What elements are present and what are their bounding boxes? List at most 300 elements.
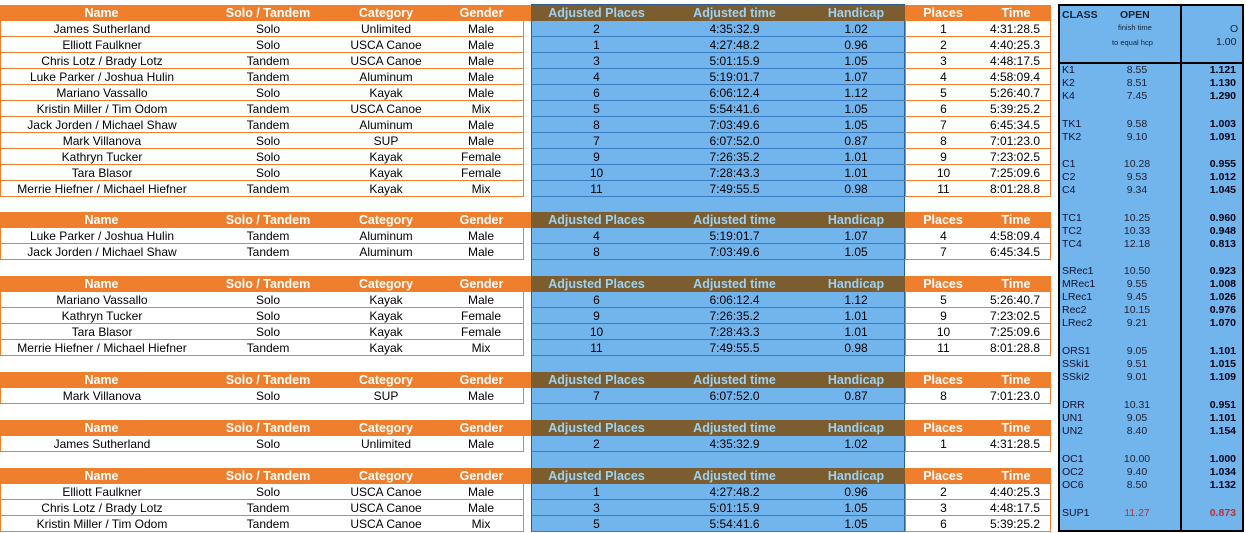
equal-hcp-label: to equal hcp bbox=[1112, 38, 1153, 47]
class-code: LRec2 bbox=[1062, 317, 1093, 329]
places-header: Places bbox=[905, 276, 981, 292]
adjusted-time-cell: 7:03:49.6 bbox=[662, 244, 807, 260]
gender-cell: Male bbox=[439, 500, 524, 516]
category-header: Category bbox=[333, 276, 439, 292]
category-cell: Kayak bbox=[333, 324, 439, 340]
class-row bbox=[1060, 345, 1242, 358]
table-row bbox=[0, 165, 1058, 181]
solo-tandem-cell: Tandem bbox=[203, 117, 333, 133]
gender-cell: Male bbox=[439, 85, 524, 101]
class-code: C2 bbox=[1062, 171, 1076, 183]
time-header: Time bbox=[981, 5, 1051, 21]
solo-tandem-cell: Solo bbox=[203, 292, 333, 308]
open-finish-time: 9.53 bbox=[1126, 171, 1148, 183]
time-cell: 7:01:23.0 bbox=[981, 388, 1051, 404]
gender-cell: Female bbox=[439, 165, 524, 181]
adjusted-place-cell: 8 bbox=[531, 244, 662, 260]
place-cell: 7 bbox=[905, 244, 981, 260]
class-row bbox=[1060, 358, 1242, 371]
open-finish-time: 9.34 bbox=[1126, 184, 1148, 196]
gender-cell: Male bbox=[439, 292, 524, 308]
class-code: UN2 bbox=[1062, 425, 1084, 437]
category-cell: USCA Canoe bbox=[333, 516, 439, 532]
table-row bbox=[0, 244, 1058, 260]
name-cell: Luke Parker / Joshua Hulin bbox=[0, 228, 203, 244]
open-header: OPEN bbox=[1120, 9, 1150, 21]
class-row bbox=[1060, 304, 1242, 317]
time-cell: 4:40:25.3 bbox=[981, 484, 1051, 500]
handicap-cell: 1.05 bbox=[807, 500, 905, 516]
name-cell: Elliott Faulkner bbox=[0, 484, 203, 500]
adjusted-place-cell: 5 bbox=[531, 516, 662, 532]
adjusted-place-cell: 1 bbox=[531, 37, 662, 53]
adjusted-place-cell: 11 bbox=[531, 181, 662, 197]
place-cell: 3 bbox=[905, 500, 981, 516]
table-row bbox=[0, 181, 1058, 197]
time-header: Time bbox=[981, 468, 1051, 484]
name-cell: Jack Jorden / Michael Shaw bbox=[0, 117, 203, 133]
handicap-cell: 1.01 bbox=[807, 149, 905, 165]
class-row bbox=[1060, 278, 1242, 291]
name-cell: Jack Jorden / Michael Shaw bbox=[0, 244, 203, 260]
adjusted-place-cell: 10 bbox=[531, 324, 662, 340]
handicap-cell: 1.02 bbox=[807, 21, 905, 37]
adjusted-places-header: Adjusted Places bbox=[531, 276, 662, 292]
time-cell: 7:23:02.5 bbox=[981, 308, 1051, 324]
handicap-header: Handicap bbox=[807, 468, 905, 484]
handicap-value: 0.873 bbox=[1209, 507, 1236, 519]
place-cell: 11 bbox=[905, 340, 981, 356]
category-cell: SUP bbox=[333, 133, 439, 149]
handicap-cell: 1.05 bbox=[807, 117, 905, 133]
time-cell: 7:25:09.6 bbox=[981, 165, 1051, 181]
name-header: Name bbox=[0, 212, 203, 228]
gender-header: Gender bbox=[439, 5, 524, 21]
class-row bbox=[1060, 466, 1242, 479]
handicap-cell: 0.96 bbox=[807, 37, 905, 53]
time-cell: 4:48:17.5 bbox=[981, 53, 1051, 69]
category-header: Category bbox=[333, 420, 439, 436]
open-finish-time: 10.28 bbox=[1123, 158, 1151, 170]
handicap-value: 0.976 bbox=[1209, 304, 1236, 316]
solo-tandem-header: Solo / Tandem bbox=[203, 276, 333, 292]
table-row bbox=[0, 69, 1058, 85]
class-code: SSki2 bbox=[1062, 371, 1090, 383]
open-finish-time: 10.15 bbox=[1123, 304, 1151, 316]
adjusted-place-cell: 2 bbox=[531, 436, 662, 452]
place-cell: 1 bbox=[905, 21, 981, 37]
category-cell: Aluminum bbox=[333, 117, 439, 133]
handicap-value: 0.955 bbox=[1209, 158, 1236, 170]
adjusted-time-cell: 5:54:41.6 bbox=[662, 101, 807, 117]
solo-tandem-cell: Solo bbox=[203, 388, 333, 404]
open-finish-time: 9.05 bbox=[1126, 345, 1148, 357]
table-row bbox=[0, 436, 1058, 452]
adjusted-time-cell: 7:26:35.2 bbox=[662, 149, 807, 165]
class-code: Rec2 bbox=[1062, 304, 1087, 316]
solo-tandem-cell: Tandem bbox=[203, 69, 333, 85]
gender-header: Gender bbox=[439, 468, 524, 484]
category-header: Category bbox=[333, 372, 439, 388]
adjusted-time-cell: 6:06:12.4 bbox=[662, 85, 807, 101]
table-row bbox=[0, 101, 1058, 117]
handicap-header: Handicap bbox=[807, 212, 905, 228]
class-code: K2 bbox=[1062, 77, 1075, 89]
gender-cell: Male bbox=[439, 69, 524, 85]
solo-tandem-cell: Tandem bbox=[203, 500, 333, 516]
class-row bbox=[1060, 118, 1242, 131]
table-row bbox=[0, 149, 1058, 165]
adjusted-time-cell: 7:28:43.3 bbox=[662, 165, 807, 181]
open-finish-time: 9.58 bbox=[1126, 118, 1148, 130]
time-header: Time bbox=[981, 276, 1051, 292]
adjusted-place-cell: 6 bbox=[531, 292, 662, 308]
adjusted-time-cell: 6:07:52.0 bbox=[662, 133, 807, 149]
gender-cell: Male bbox=[439, 53, 524, 69]
handicap-value: 1.101 bbox=[1209, 345, 1236, 357]
places-header: Places bbox=[905, 372, 981, 388]
handicap-value: 1.130 bbox=[1209, 77, 1236, 89]
table-row bbox=[0, 292, 1058, 308]
class-code: MRec1 bbox=[1062, 278, 1096, 290]
class-row bbox=[1060, 212, 1242, 225]
place-cell: 4 bbox=[905, 69, 981, 85]
time-cell: 7:01:23.0 bbox=[981, 133, 1051, 149]
gender-cell: Mix bbox=[439, 181, 524, 197]
adjusted-places-header: Adjusted Places bbox=[531, 420, 662, 436]
table-row bbox=[0, 308, 1058, 324]
time-header: Time bbox=[981, 420, 1051, 436]
table-row bbox=[0, 324, 1058, 340]
class-row bbox=[1060, 479, 1242, 492]
adjusted-place-cell: 1 bbox=[531, 484, 662, 500]
solo-tandem-cell: Solo bbox=[203, 484, 333, 500]
name-cell: Mark Villanova bbox=[0, 388, 203, 404]
name-cell: James Sutherland bbox=[0, 21, 203, 37]
time-cell: 7:25:09.6 bbox=[981, 324, 1051, 340]
time-cell: 4:31:28.5 bbox=[981, 436, 1051, 452]
handicap-value: 1.008 bbox=[1209, 278, 1236, 290]
category-cell: USCA Canoe bbox=[333, 53, 439, 69]
gender-header: Gender bbox=[439, 420, 524, 436]
handicap-cell: 1.05 bbox=[807, 244, 905, 260]
adjusted-place-cell: 3 bbox=[531, 53, 662, 69]
place-cell: 9 bbox=[905, 308, 981, 324]
adjusted-time-cell: 4:35:32.9 bbox=[662, 436, 807, 452]
name-cell: Kristin Miller / Tim Odom bbox=[0, 101, 203, 117]
name-cell: Tara Blasor bbox=[0, 165, 203, 181]
name-cell: Mark Villanova bbox=[0, 133, 203, 149]
solo-tandem-header: Solo / Tandem bbox=[203, 420, 333, 436]
handicap-cell: 1.12 bbox=[807, 292, 905, 308]
adjusted-time-cell: 7:49:55.5 bbox=[662, 181, 807, 197]
name-cell: Mariano Vassallo bbox=[0, 85, 203, 101]
class-row bbox=[1060, 371, 1242, 384]
category-cell: Kayak bbox=[333, 308, 439, 324]
handicap-cell: 0.87 bbox=[807, 133, 905, 149]
name-header: Name bbox=[0, 5, 203, 21]
category-cell: SUP bbox=[333, 388, 439, 404]
time-cell: 4:40:25.3 bbox=[981, 37, 1051, 53]
place-cell: 10 bbox=[905, 165, 981, 181]
name-cell: Merrie Hiefner / Michael Hiefner bbox=[0, 181, 203, 197]
adjusted-time-cell: 6:07:52.0 bbox=[662, 388, 807, 404]
category-cell: Kayak bbox=[333, 149, 439, 165]
handicap-value: 1.154 bbox=[1209, 425, 1236, 437]
handicap-value: 1.121 bbox=[1209, 64, 1236, 76]
category-cell: Kayak bbox=[333, 292, 439, 308]
category-header: Category bbox=[333, 468, 439, 484]
place-cell: 5 bbox=[905, 292, 981, 308]
adjusted-time-cell: 4:35:32.9 bbox=[662, 21, 807, 37]
time-cell: 4:58:09.4 bbox=[981, 228, 1051, 244]
handicap-cell: 1.01 bbox=[807, 308, 905, 324]
name-cell: Tara Blasor bbox=[0, 324, 203, 340]
handicap-value: 1.012 bbox=[1209, 171, 1236, 183]
time-cell: 5:39:25.2 bbox=[981, 516, 1051, 532]
header-spacer bbox=[524, 276, 531, 292]
o-value: 1.00 bbox=[1216, 36, 1237, 48]
class-code: OC1 bbox=[1062, 453, 1084, 465]
open-finish-time: 9.55 bbox=[1126, 278, 1148, 290]
class-code: TC4 bbox=[1062, 238, 1082, 250]
name-cell: Kristin Miller / Tim Odom bbox=[0, 516, 203, 532]
header-spacer bbox=[524, 5, 531, 21]
name-cell: Elliott Faulkner bbox=[0, 37, 203, 53]
adjusted-places-header: Adjusted Places bbox=[531, 372, 662, 388]
table-header-row bbox=[0, 212, 1058, 228]
table-row bbox=[0, 500, 1058, 516]
class-header: CLASS bbox=[1062, 9, 1098, 21]
adjusted-time-cell: 5:01:15.9 bbox=[662, 500, 807, 516]
open-finish-time: 10.50 bbox=[1123, 265, 1151, 277]
open-finish-time: 8.50 bbox=[1126, 479, 1148, 491]
header-spacer bbox=[524, 468, 531, 484]
handicap-value: 0.948 bbox=[1209, 225, 1236, 237]
solo-tandem-cell: Tandem bbox=[203, 228, 333, 244]
handicap-cell: 1.12 bbox=[807, 85, 905, 101]
gender-header: Gender bbox=[439, 276, 524, 292]
handicap-cell: 1.02 bbox=[807, 436, 905, 452]
time-cell: 5:26:40.7 bbox=[981, 85, 1051, 101]
handicap-value: 1.101 bbox=[1209, 412, 1236, 424]
adjusted-time-cell: 4:27:48.2 bbox=[662, 484, 807, 500]
place-cell: 10 bbox=[905, 324, 981, 340]
open-finish-time: 7.45 bbox=[1126, 90, 1148, 102]
category-cell: USCA Canoe bbox=[333, 101, 439, 117]
solo-tandem-header: Solo / Tandem bbox=[203, 468, 333, 484]
adjusted-place-cell: 8 bbox=[531, 117, 662, 133]
adjusted-time-header: Adjusted time bbox=[662, 5, 807, 21]
gender-header: Gender bbox=[439, 372, 524, 388]
adjusted-time-cell: 5:19:01.7 bbox=[662, 69, 807, 85]
solo-tandem-cell: Tandem bbox=[203, 244, 333, 260]
class-row bbox=[1060, 238, 1242, 251]
table-header-row bbox=[0, 468, 1058, 484]
adjusted-place-cell: 7 bbox=[531, 388, 662, 404]
adjusted-time-cell: 5:19:01.7 bbox=[662, 228, 807, 244]
adjusted-time-header: Adjusted time bbox=[662, 276, 807, 292]
place-cell: 8 bbox=[905, 388, 981, 404]
gender-cell: Male bbox=[439, 388, 524, 404]
open-finish-time: 9.45 bbox=[1126, 291, 1148, 303]
gender-header: Gender bbox=[439, 212, 524, 228]
table-header-row bbox=[0, 5, 1058, 21]
handicap-cell: 0.98 bbox=[807, 181, 905, 197]
class-row bbox=[1060, 425, 1242, 438]
class-code: SSki1 bbox=[1062, 358, 1090, 370]
time-cell: 8:01:28.8 bbox=[981, 181, 1051, 197]
adjusted-time-cell: 7:28:43.3 bbox=[662, 324, 807, 340]
open-finish-time: 9.01 bbox=[1126, 371, 1148, 383]
gender-cell: Male bbox=[439, 484, 524, 500]
adjusted-places-header: Adjusted Places bbox=[531, 5, 662, 21]
open-finish-time: 10.25 bbox=[1123, 212, 1151, 224]
class-code: UN1 bbox=[1062, 412, 1084, 424]
time-header: Time bbox=[981, 212, 1051, 228]
solo-tandem-cell: Tandem bbox=[203, 516, 333, 532]
class-code: TK1 bbox=[1062, 118, 1082, 130]
time-cell: 5:26:40.7 bbox=[981, 292, 1051, 308]
handicap-value: 1.003 bbox=[1209, 118, 1236, 130]
class-row bbox=[1060, 399, 1242, 412]
adjusted-time-cell: 7:26:35.2 bbox=[662, 308, 807, 324]
handicap-class-table bbox=[1058, 4, 1244, 532]
table-header-row bbox=[0, 420, 1058, 436]
handicap-cell: 1.07 bbox=[807, 69, 905, 85]
category-cell: USCA Canoe bbox=[333, 500, 439, 516]
table-row bbox=[0, 53, 1058, 69]
handicap-header: Handicap bbox=[807, 5, 905, 21]
adjusted-time-header: Adjusted time bbox=[662, 420, 807, 436]
handicap-value: 0.923 bbox=[1209, 265, 1236, 277]
table-row bbox=[0, 133, 1058, 149]
adjusted-time-cell: 7:49:55.5 bbox=[662, 340, 807, 356]
adjusted-time-cell: 4:27:48.2 bbox=[662, 37, 807, 53]
gender-cell: Male bbox=[439, 133, 524, 149]
class-code: DRR bbox=[1062, 399, 1085, 411]
open-finish-time: 10.31 bbox=[1123, 399, 1151, 411]
name-cell: Merrie Hiefner / Michael Hiefner bbox=[0, 340, 203, 356]
solo-tandem-header: Solo / Tandem bbox=[203, 372, 333, 388]
class-row bbox=[1060, 453, 1242, 466]
category-header: Category bbox=[333, 5, 439, 21]
time-cell: 7:23:02.5 bbox=[981, 149, 1051, 165]
time-cell: 6:45:34.5 bbox=[981, 244, 1051, 260]
class-code: TC1 bbox=[1062, 212, 1082, 224]
category-cell: Aluminum bbox=[333, 244, 439, 260]
category-cell: Kayak bbox=[333, 165, 439, 181]
places-header: Places bbox=[905, 468, 981, 484]
open-finish-time: 10.33 bbox=[1123, 225, 1151, 237]
solo-tandem-header: Solo / Tandem bbox=[203, 5, 333, 21]
category-cell: Unlimited bbox=[333, 436, 439, 452]
class-code: OC2 bbox=[1062, 466, 1084, 478]
adjusted-places-header: Adjusted Places bbox=[531, 212, 662, 228]
handicap-cell: 1.05 bbox=[807, 516, 905, 532]
open-finish-time: 8.55 bbox=[1126, 64, 1148, 76]
open-finish-time: 10.00 bbox=[1123, 453, 1151, 465]
open-finish-time: 12.18 bbox=[1123, 238, 1151, 250]
solo-tandem-cell: Tandem bbox=[203, 181, 333, 197]
place-cell: 5 bbox=[905, 85, 981, 101]
solo-tandem-cell: Solo bbox=[203, 21, 333, 37]
handicap-cell: 1.05 bbox=[807, 53, 905, 69]
name-cell: Mariano Vassallo bbox=[0, 292, 203, 308]
name-header: Name bbox=[0, 420, 203, 436]
handicap-header: Handicap bbox=[807, 420, 905, 436]
place-cell: 6 bbox=[905, 516, 981, 532]
class-code: LRec1 bbox=[1062, 291, 1093, 303]
class-row bbox=[1060, 317, 1242, 330]
solo-tandem-header: Solo / Tandem bbox=[203, 212, 333, 228]
solo-tandem-cell: Solo bbox=[203, 436, 333, 452]
handicap-value: 1.045 bbox=[1209, 184, 1236, 196]
solo-tandem-cell: Solo bbox=[203, 165, 333, 181]
open-finish-time: 9.51 bbox=[1126, 358, 1148, 370]
solo-tandem-cell: Solo bbox=[203, 149, 333, 165]
class-code: TK2 bbox=[1062, 131, 1082, 143]
handicap-header: Handicap bbox=[807, 372, 905, 388]
class-row bbox=[1060, 77, 1242, 90]
handicap-header: Handicap bbox=[807, 276, 905, 292]
gender-cell: Mix bbox=[439, 101, 524, 117]
handicap-cell: 0.96 bbox=[807, 484, 905, 500]
handicap-value: 0.960 bbox=[1209, 212, 1236, 224]
open-finish-time: 9.10 bbox=[1126, 131, 1148, 143]
gender-cell: Male bbox=[439, 21, 524, 37]
adjusted-places-header: Adjusted Places bbox=[531, 468, 662, 484]
adjusted-time-header: Adjusted time bbox=[662, 468, 807, 484]
class-row bbox=[1060, 131, 1242, 144]
table-row bbox=[0, 516, 1058, 532]
place-cell: 1 bbox=[905, 436, 981, 452]
name-header: Name bbox=[0, 468, 203, 484]
time-header: Time bbox=[981, 372, 1051, 388]
handicap-value: 1.109 bbox=[1209, 371, 1236, 383]
table-row bbox=[0, 228, 1058, 244]
place-cell: 3 bbox=[905, 53, 981, 69]
gender-cell: Male bbox=[439, 436, 524, 452]
header-spacer bbox=[524, 372, 531, 388]
handicap-cell: 0.87 bbox=[807, 388, 905, 404]
place-cell: 2 bbox=[905, 37, 981, 53]
time-cell: 8:01:28.8 bbox=[981, 340, 1051, 356]
name-cell: Kathryn Tucker bbox=[0, 149, 203, 165]
handicap-cell: 1.07 bbox=[807, 228, 905, 244]
table-row bbox=[0, 388, 1058, 404]
category-cell: USCA Canoe bbox=[333, 37, 439, 53]
places-header: Places bbox=[905, 212, 981, 228]
adjusted-place-cell: 5 bbox=[531, 101, 662, 117]
adjusted-place-cell: 4 bbox=[531, 69, 662, 85]
class-row bbox=[1060, 507, 1242, 520]
adjusted-place-cell: 9 bbox=[531, 308, 662, 324]
adjusted-place-cell: 10 bbox=[531, 165, 662, 181]
handicap-value: 1.091 bbox=[1209, 131, 1236, 143]
open-finish-time: 11.27 bbox=[1124, 507, 1150, 519]
class-row bbox=[1060, 225, 1242, 238]
adjusted-time-header: Adjusted time bbox=[662, 212, 807, 228]
class-row bbox=[1060, 412, 1242, 425]
place-cell: 6 bbox=[905, 101, 981, 117]
adjusted-place-cell: 9 bbox=[531, 149, 662, 165]
name-cell: James Sutherland bbox=[0, 436, 203, 452]
name-header: Name bbox=[0, 372, 203, 388]
open-finish-time: 9.05 bbox=[1126, 412, 1148, 424]
table-row bbox=[0, 484, 1058, 500]
class-code: ORS1 bbox=[1062, 345, 1091, 357]
